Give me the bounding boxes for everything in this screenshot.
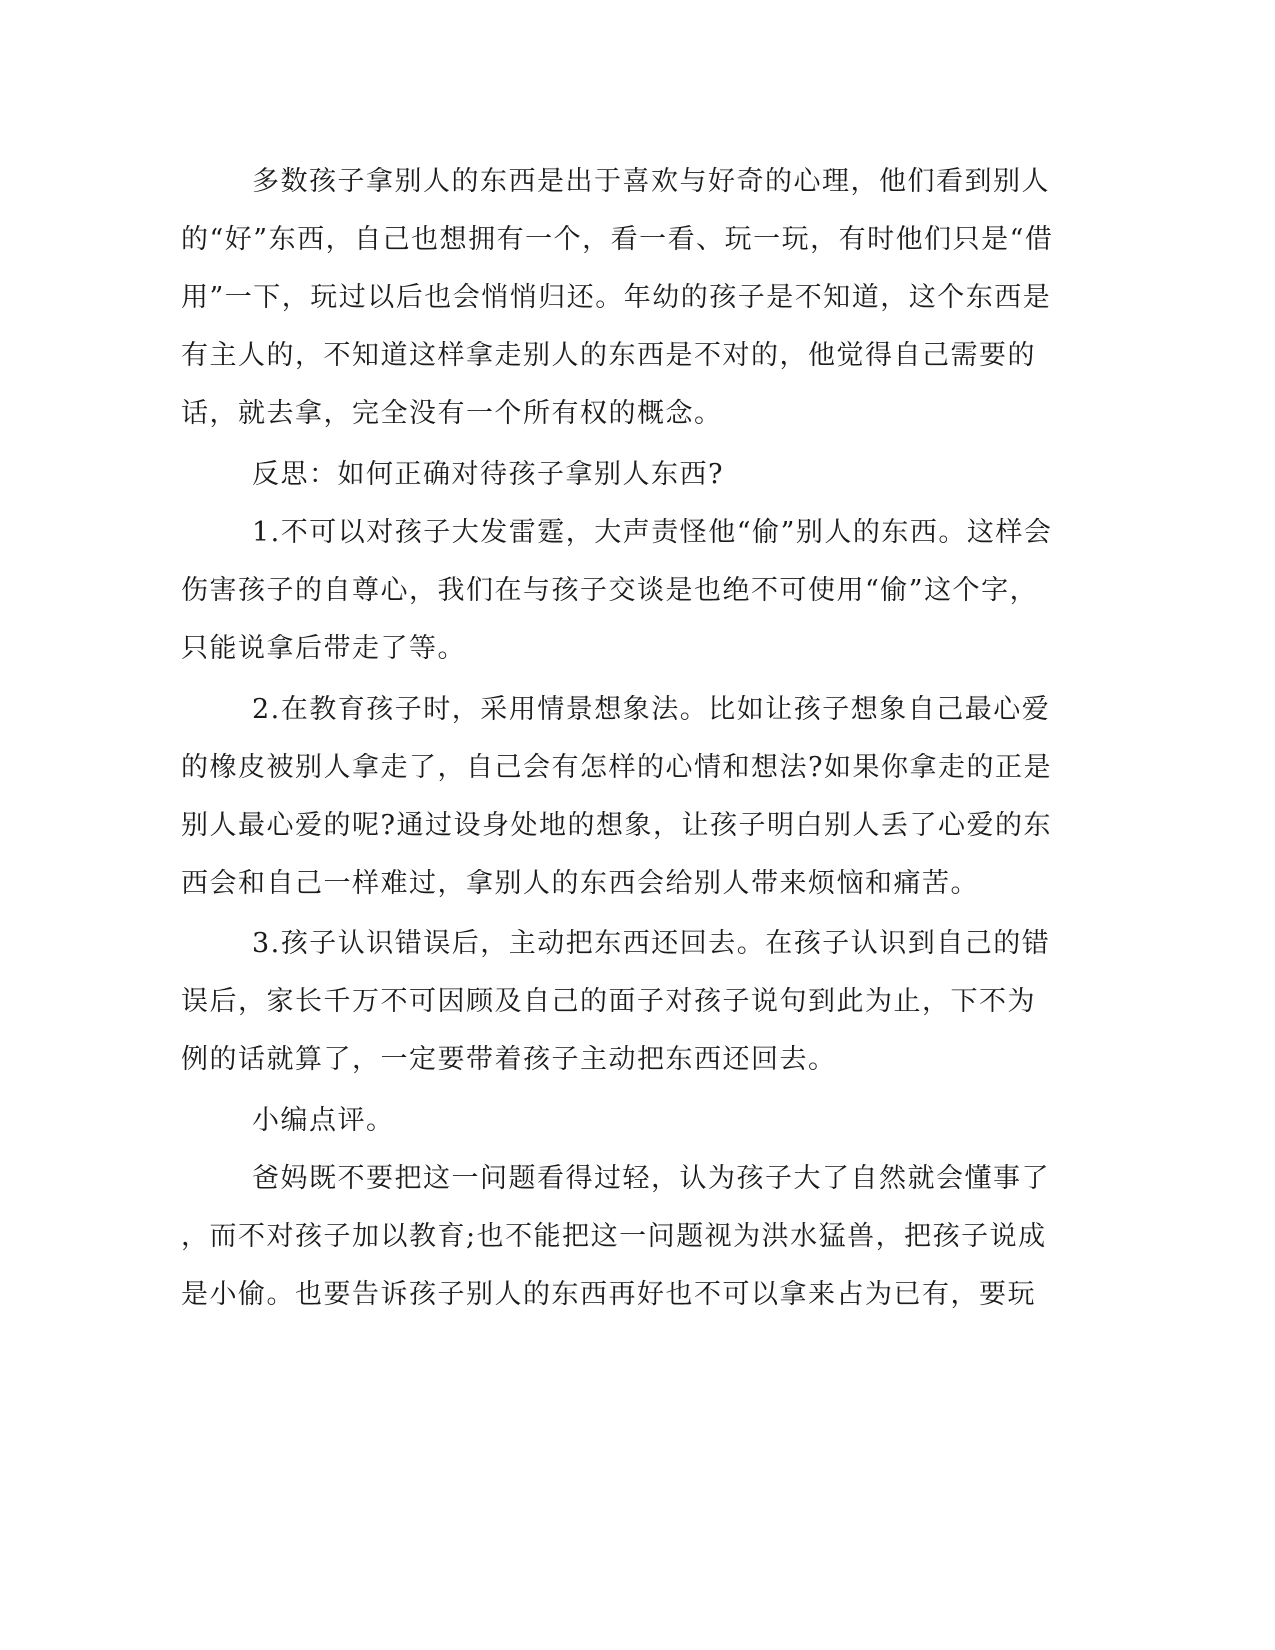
section-heading: 反思：如何正确对待孩子拿别人东西? bbox=[252, 459, 724, 490]
section-heading: 小编点评。 bbox=[252, 1105, 395, 1136]
text-line: 1.不可以对孩子大发雷霆，大声责怪他“偷”别人的东西。这样会 bbox=[252, 517, 1053, 548]
text-line: 爸妈既不要把这一问题看得过轻，认为孩子大了自然就会懂事了 bbox=[252, 1163, 1050, 1194]
text-line: 用”一下，玩过以后也会悄悄归还。年幼的孩子是不知道，这个东西是 bbox=[181, 282, 1052, 313]
text-line: 只能说拿后带走了等。 bbox=[181, 633, 466, 664]
text-line: 2.在教育孩子时，采用情景想象法。比如让孩子想象自己最心爱 bbox=[252, 694, 1051, 725]
text-line: ，而不对孩子加以教育;也不能把这一问题视为洪水猛兽，把孩子说成 bbox=[181, 1221, 1047, 1252]
text-line: 多数孩子拿别人的东西是出于喜欢与好奇的心理，他们看到别人 bbox=[252, 166, 1050, 197]
text-line: 西会和自己一样难过，拿别人的东西会给别人带来烦恼和痛苦。 bbox=[181, 868, 979, 899]
text-line: 伤害孩子的自尊心，我们在与孩子交谈是也绝不可使用“偷”这个字， bbox=[181, 575, 1039, 606]
text-line: 的“好”东西，自己也想拥有一个，看一看、玩一玩，有时他们只是“借 bbox=[181, 224, 1054, 255]
text-line: 别人最心爱的呢?通过设身处地的想象，让孩子明白别人丢了心爱的东 bbox=[181, 810, 1052, 841]
text-line: 例的话就算了，一定要带着孩子主动把东西还回去。 bbox=[181, 1044, 837, 1075]
text-line: 误后，家长千万不可因顾及自己的面子对孩子说句到此为止，下不为 bbox=[181, 986, 1036, 1017]
text-line: 是小偷。也要告诉孩子别人的东西再好也不可以拿来占为已有，要玩 bbox=[181, 1279, 1036, 1310]
text-line: 有主人的，不知道这样拿走别人的东西是不对的，他觉得自己需要的 bbox=[181, 340, 1036, 371]
text-line: 话，就去拿，完全没有一个所有权的概念。 bbox=[181, 398, 723, 429]
text-line: 3.孩子认识错误后，主动把东西还回去。在孩子认识到自己的错 bbox=[252, 928, 1051, 959]
text-line: 的橡皮被别人拿走了，自己会有怎样的心情和想法?如果你拿走的正是 bbox=[181, 752, 1052, 783]
